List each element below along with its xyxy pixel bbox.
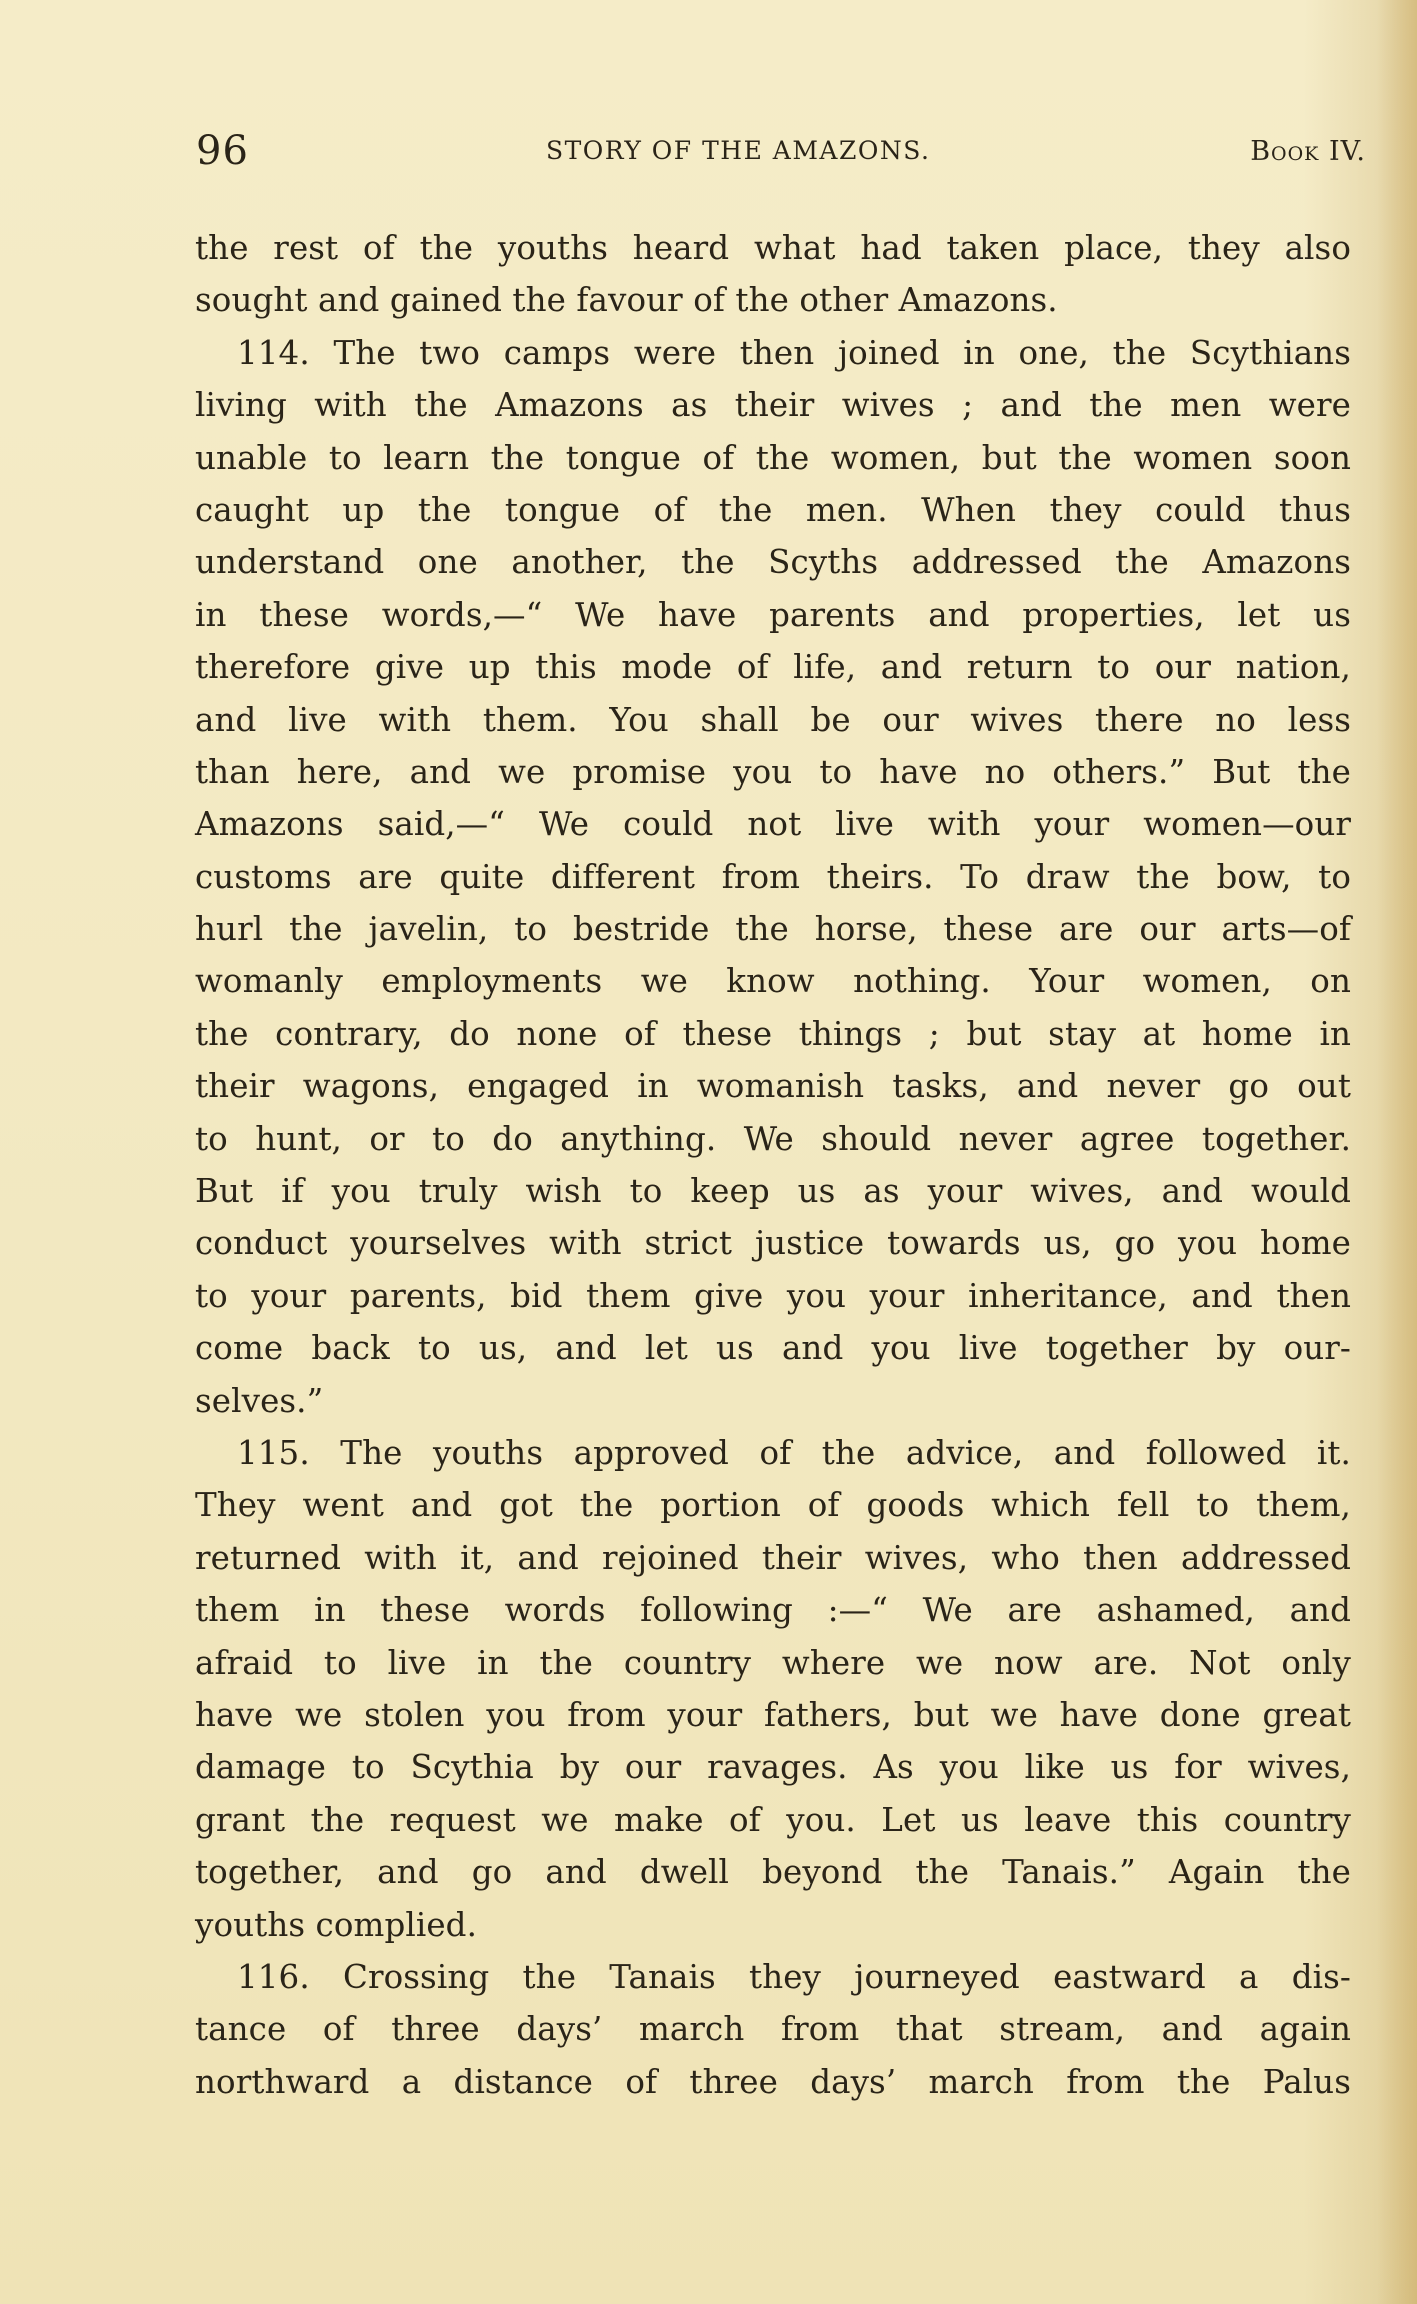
text-line: womanly employments we know nothing. Your women, on [195,962,1351,1001]
text-line: in these words,—“ We have parents and properties, let us [195,595,1351,634]
book-label: Book IV. [1250,136,1366,167]
running-head [196,128,1366,178]
text-line: than here, and we promise you to have no others.” But the [195,752,1351,791]
text-line: the rest of the youths heard what had taken place, they also [195,229,1351,267]
text-line: hurl the javelin, to bestride the horse, these are our arts—of [195,910,1351,949]
page-number: 96 [196,128,249,174]
text-line: afraid to live in the country where we now are. Not only [195,1643,1351,1682]
text-line: the contrary, do none of these things ; but stay at home in [195,1014,1351,1053]
text-line: youths complied. [195,1905,478,1944]
text-line: Amazons said,—“ We could not live with your women—our [195,805,1351,844]
text-line: 114. The two camps were then joined in one, the Scythians [237,333,1351,372]
running-title: STORY OF THE AMAZONS. [546,136,931,165]
text-line: selves.” [195,1381,324,1420]
text-line: living with the Amazons as their wives ; and the men were [195,386,1351,425]
text-line: have we stolen you from your fathers, but we have done great [195,1695,1351,1734]
text-line: together, and go and dwell beyond the Tanais.” Again the [195,1853,1351,1892]
text-line: understand one another, the Scyths addressed the Amazons [195,543,1351,582]
text-line: northward a distance of three days’ march from the Palus [195,2062,1351,2101]
text-line: sought and gained the favour of the other Amazons. [195,281,1058,320]
text-line: and live with them. You shall be our wives there no less [195,700,1351,739]
text-line: their wagons, engaged in womanish tasks, and never go out [195,1067,1351,1106]
text-line: grant the request we make of you. Let us leave this country [195,1800,1351,1839]
text-line: But if you truly wish to keep us as your wives, and would [195,1172,1351,1211]
body-text [195,222,1351,2108]
text-line: to your parents, bid them give you your inheritance, and then [195,1276,1351,1315]
text-line: conduct yourselves with strict justice towards us, go you home [195,1224,1351,1263]
text-line: unable to learn the tongue of the women, but the women soon [195,438,1351,477]
text-line: them in these words following :—“ We are ashamed, and [195,1591,1351,1630]
text-line: therefore give up this mode of life, and return to our nation, [195,648,1351,687]
page-edge-shading [1377,0,1417,2304]
text-line: caught up the tongue of the men. When they could thus [195,490,1351,529]
text-line: returned with it, and rejoined their wives, who then addressed [195,1538,1351,1577]
text-line: damage to Scythia by our ravages. As you like us for wives, [195,1748,1351,1787]
text-line: 115. The youths approved of the advice, and followed it. [237,1433,1351,1472]
text-line: customs are quite different from theirs. To draw the bow, to [195,857,1351,896]
text-line: come back to us, and let us and you live together by our- [195,1329,1351,1368]
text-line: tance of three days’ march from that stream, and again [195,2010,1351,2049]
text-line: They went and got the portion of goods which fell to them, [195,1486,1351,1525]
text-line: to hunt, or to do anything. We should never agree together. [195,1119,1351,1158]
text-line: 116. Crossing the Tanais they journeyed eastward a dis- [237,1957,1351,1996]
